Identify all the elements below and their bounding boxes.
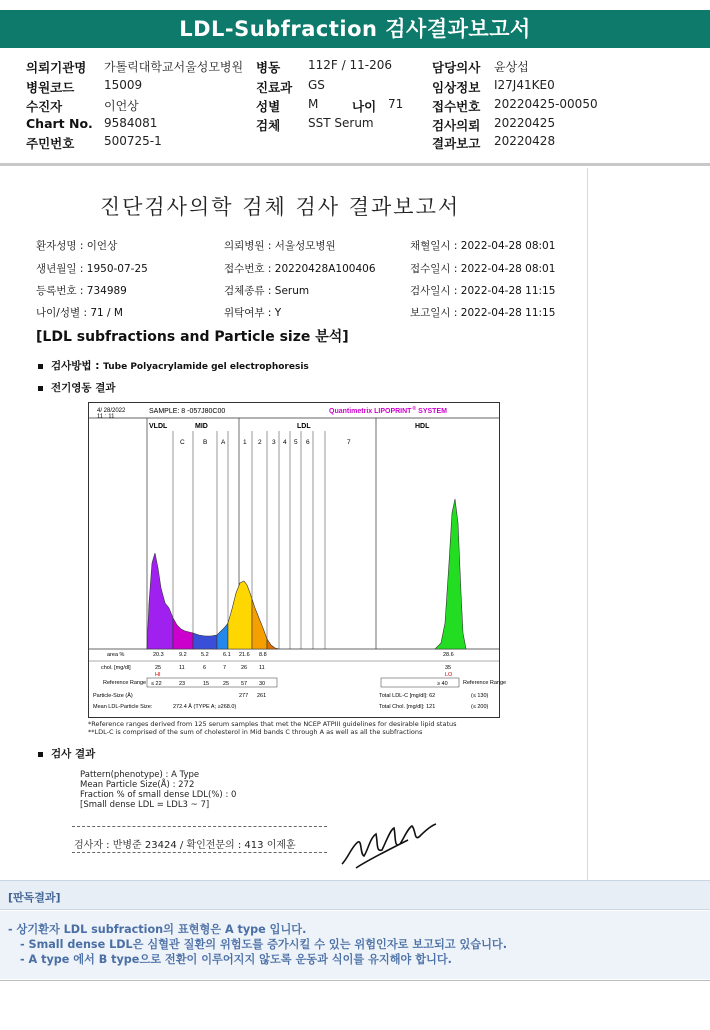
chol-ldl1: 26: [241, 665, 248, 671]
patient-label: 수진자: [26, 99, 63, 114]
group-label-ldl: LDL: [297, 423, 311, 430]
tester-line: 검사자 : 반병준 23424 / 확인전문의 : 413 이제훈: [74, 840, 296, 851]
ref-hdl: ≥ 40: [437, 681, 448, 687]
report-date-value: 20220428: [494, 134, 556, 148]
bullet-icon: [38, 386, 43, 391]
specimen-label: 검체: [256, 118, 281, 133]
clinical-info-value: I27J41KE0: [494, 78, 555, 92]
resident-no-label: 주민번호: [26, 136, 75, 151]
mean-ldl-size: 272.4 Å (TYPE A; ≥268.0): [173, 704, 237, 710]
hospital-code-value: 15009: [104, 78, 143, 92]
specimen-value: SST Serum: [308, 116, 374, 130]
ref-ldl1: 57: [241, 681, 248, 687]
ref-box-left: [147, 678, 277, 687]
test-datetime: 검사일시 : 2022-04-28 11:15: [410, 285, 556, 297]
age-value: 71: [388, 97, 404, 111]
chart-no-label: Chart No.: [26, 116, 93, 131]
chart-date: 4/ 28/2022: [97, 408, 126, 414]
ref-vldl: ≤ 22: [151, 681, 162, 687]
chol-mid-b: 6: [203, 665, 207, 671]
row-label-area: area %: [107, 652, 125, 658]
electrophoresis-label: 전기영동 결과: [51, 382, 116, 394]
area-hdl: 28.6: [443, 652, 454, 658]
draw-datetime: 채혈일시 : 2022-04-28 08:01: [410, 240, 556, 252]
ref-mid-a: 25: [223, 681, 230, 687]
area-ldl2: 8.8: [259, 652, 267, 658]
department-value: GS: [308, 78, 325, 92]
chart-brand: [329, 405, 447, 415]
dashed-divider: [72, 826, 327, 827]
curve-ldl3: [267, 639, 279, 649]
band-label-3: 3: [272, 439, 276, 446]
result-sdldl-def: [Small dense LDL = LDL3 ~ 7]: [80, 800, 210, 810]
ref-mid-c: 23: [179, 681, 186, 687]
area-mid-c: 9.2: [179, 652, 187, 658]
area-mid-a: 6.1: [223, 652, 231, 658]
request-date-value: 20220425: [494, 116, 556, 130]
receipt-no-value: 20220425-00050: [494, 97, 598, 111]
patient-name: 환자성명 : 이언상: [36, 240, 118, 252]
band-label-5: 5: [294, 439, 298, 446]
interpretation-panel: [0, 911, 710, 979]
clinical-info-label: 임상정보: [432, 80, 481, 95]
section-heading: [LDL subfractions and Particle size 분석]: [36, 329, 349, 345]
band-label-7: 7: [347, 439, 351, 446]
outsourced-flag: 위탁여부 : Y: [224, 307, 282, 319]
result-label: 검사 결과: [51, 748, 96, 760]
report-date-label: 결과보고: [432, 136, 481, 151]
ref-mid-b: 15: [203, 681, 210, 687]
lipoprint-chart: [88, 402, 507, 718]
result-line: [38, 746, 95, 761]
method-label: 검사방법 :: [51, 360, 104, 372]
chol-mid-a: 7: [223, 665, 227, 671]
ward-value: 112F / 11-206: [308, 58, 392, 72]
curve-mid-c: [173, 618, 193, 649]
receive-datetime: 접수일시 : 2022-04-28 08:01: [410, 263, 556, 275]
chart-no-value: 9584081: [104, 116, 158, 130]
curve-ldl2: [252, 599, 267, 649]
hospital-code-label: 병원코드: [26, 80, 75, 95]
row-label-chol: chol. [mg/dl]: [101, 665, 131, 671]
group-label-vldl: VLDL: [149, 423, 168, 430]
report-title-bar: LDL-Subfraction 검사결과보고서: [0, 10, 710, 48]
interpretation-line-3: - A type 에서 B type으로 전환이 이루어지지 않도록 운동과 식이를 유지해야 합니다.: [20, 953, 452, 966]
physician-value: 윤상섭: [494, 60, 529, 74]
band-label-2: 2: [258, 439, 262, 446]
chart-brand-name: Quantimetrix LIPOPRINT: [329, 408, 412, 415]
total-ldl-c: Total LDL-C [mg/dl]: 62: [379, 693, 436, 699]
signature-stroke: [342, 824, 436, 868]
ref-ldl2: 30: [259, 681, 266, 687]
band-label-6: 6: [306, 439, 310, 446]
chart-time: 11 : 11: [97, 414, 115, 420]
request-info-header: [0, 52, 710, 164]
patient-age-sex: 나이/성별 : 71 / M: [36, 307, 123, 319]
physician-label: 담당의사: [432, 60, 481, 75]
chart-sample: SAMPLE: 8 -057J80C00: [149, 408, 226, 415]
hospital-label: 의뢰기관명: [26, 60, 87, 75]
flag-lo: LO: [445, 672, 453, 678]
area-ldl1: 21.6: [239, 652, 250, 658]
requesting-hospital: 의뢰병원 : 서울성모병원: [224, 240, 336, 252]
chol-vldl: 25: [155, 665, 162, 671]
electrophoresis-line: [38, 380, 116, 395]
signature-image: [338, 820, 438, 872]
interpretation-title: [판독결과]: [8, 891, 61, 904]
group-dividers: [147, 418, 376, 649]
ward-label: 병동: [256, 60, 281, 75]
ps-2: 261: [257, 693, 267, 699]
resident-no-value: 500725-1: [104, 134, 162, 148]
dashed-divider: [72, 852, 327, 853]
band-label-c: C: [180, 439, 185, 446]
request-date-label: 검사의뢰: [432, 118, 481, 133]
total-chol-ref: (≤ 200): [471, 704, 489, 710]
registered-mark: ®: [412, 406, 417, 412]
footnote-1: *Reference ranges derived from 125 serum samples that met the NCEP ATPIII guidelines for desirable lipid status: [88, 720, 457, 728]
hospital-value: 가톨릭대학교서울성모병원: [104, 60, 244, 74]
row-label-ref-right: Reference Range: [463, 680, 507, 686]
bottom-divider: [0, 980, 710, 981]
sex-label: 성별: [256, 99, 281, 114]
receipt-no-label: 접수번호: [432, 99, 481, 114]
patient-reg-no: 등록번호 : 734989: [36, 285, 127, 297]
bullet-icon: [38, 752, 43, 757]
group-label-hdl: HDL: [415, 423, 430, 430]
specimen-type: 검체종류 : Serum: [224, 285, 310, 297]
band-label-b: B: [203, 439, 208, 446]
department-label: 진료과: [256, 80, 293, 95]
chol-hdl: 35: [445, 665, 452, 671]
lab-report-title: 진단검사의학 검체 검사 결과보고서: [99, 195, 461, 219]
age-label: 나이: [352, 99, 377, 114]
interpretation-header: [0, 880, 710, 910]
total-ldl-ref: (≤ 130): [471, 693, 489, 699]
report-datetime: 보고일시 : 2022-04-28 11:15: [410, 307, 556, 319]
total-chol: Total Chol. [mg/dl]: 121: [379, 704, 436, 710]
chol-mid-c: 11: [179, 665, 185, 671]
lipoprint-svg: [89, 403, 507, 717]
curve-mid-b: [193, 633, 217, 649]
curve-vldl: [147, 553, 173, 649]
curve-hdl: [435, 499, 466, 649]
area-mid-b: 5.2: [201, 652, 209, 658]
interpretation-line-2: - Small dense LDL은 심혈관 질환의 위험도를 증가시킬 수 있는 위험인자로 보고되고 있습니다.: [20, 938, 507, 951]
chart-brand-tail: SYSTEM: [418, 408, 447, 415]
curve-ldl1: [228, 581, 252, 649]
patient-value: 이언상: [104, 99, 139, 113]
footnote-2: **LDL-C is comprised of the sum of cholesterol in Mid bands C through A as well as all the subfractions: [88, 728, 423, 736]
curve-mid-a: [217, 623, 228, 649]
result-pattern: Pattern(phenotype) : A Type: [80, 770, 200, 780]
area-vldl: 20.3: [153, 652, 164, 658]
method-value: Tube Polyacrylamide gel electrophoresis: [103, 362, 309, 372]
header-divider: [0, 163, 710, 166]
row-label-ps: Particle-Size (Å): [93, 693, 133, 699]
group-label-mid: MID: [195, 423, 208, 430]
band-label-1: 1: [243, 439, 247, 446]
band-label-4: 4: [283, 439, 287, 446]
ps-1: 277: [239, 693, 249, 699]
result-mean-size: Mean Particle Size(Å) : 272: [80, 780, 195, 790]
band-label-a: A: [221, 439, 226, 446]
bullet-icon: [38, 364, 43, 369]
lab-receipt-no: 접수번호 : 20220428A100406: [224, 263, 376, 275]
row-label-ref: Reference Range: [103, 680, 147, 686]
chol-ldl2: 11: [259, 665, 265, 671]
result-fraction: Fraction % of small dense LDL(%) : 0: [80, 790, 237, 800]
flag-hi: HI: [155, 672, 161, 678]
row-label-mean: Mean LDL-Particle Size:: [93, 704, 153, 710]
patient-dob: 생년월일 : 1950-07-25: [36, 263, 148, 275]
sex-value: M: [308, 97, 319, 111]
method-line: [38, 358, 309, 373]
interpretation-line-1: - 상기환자 LDL subfraction의 표현형은 A type 입니다.: [8, 923, 307, 936]
